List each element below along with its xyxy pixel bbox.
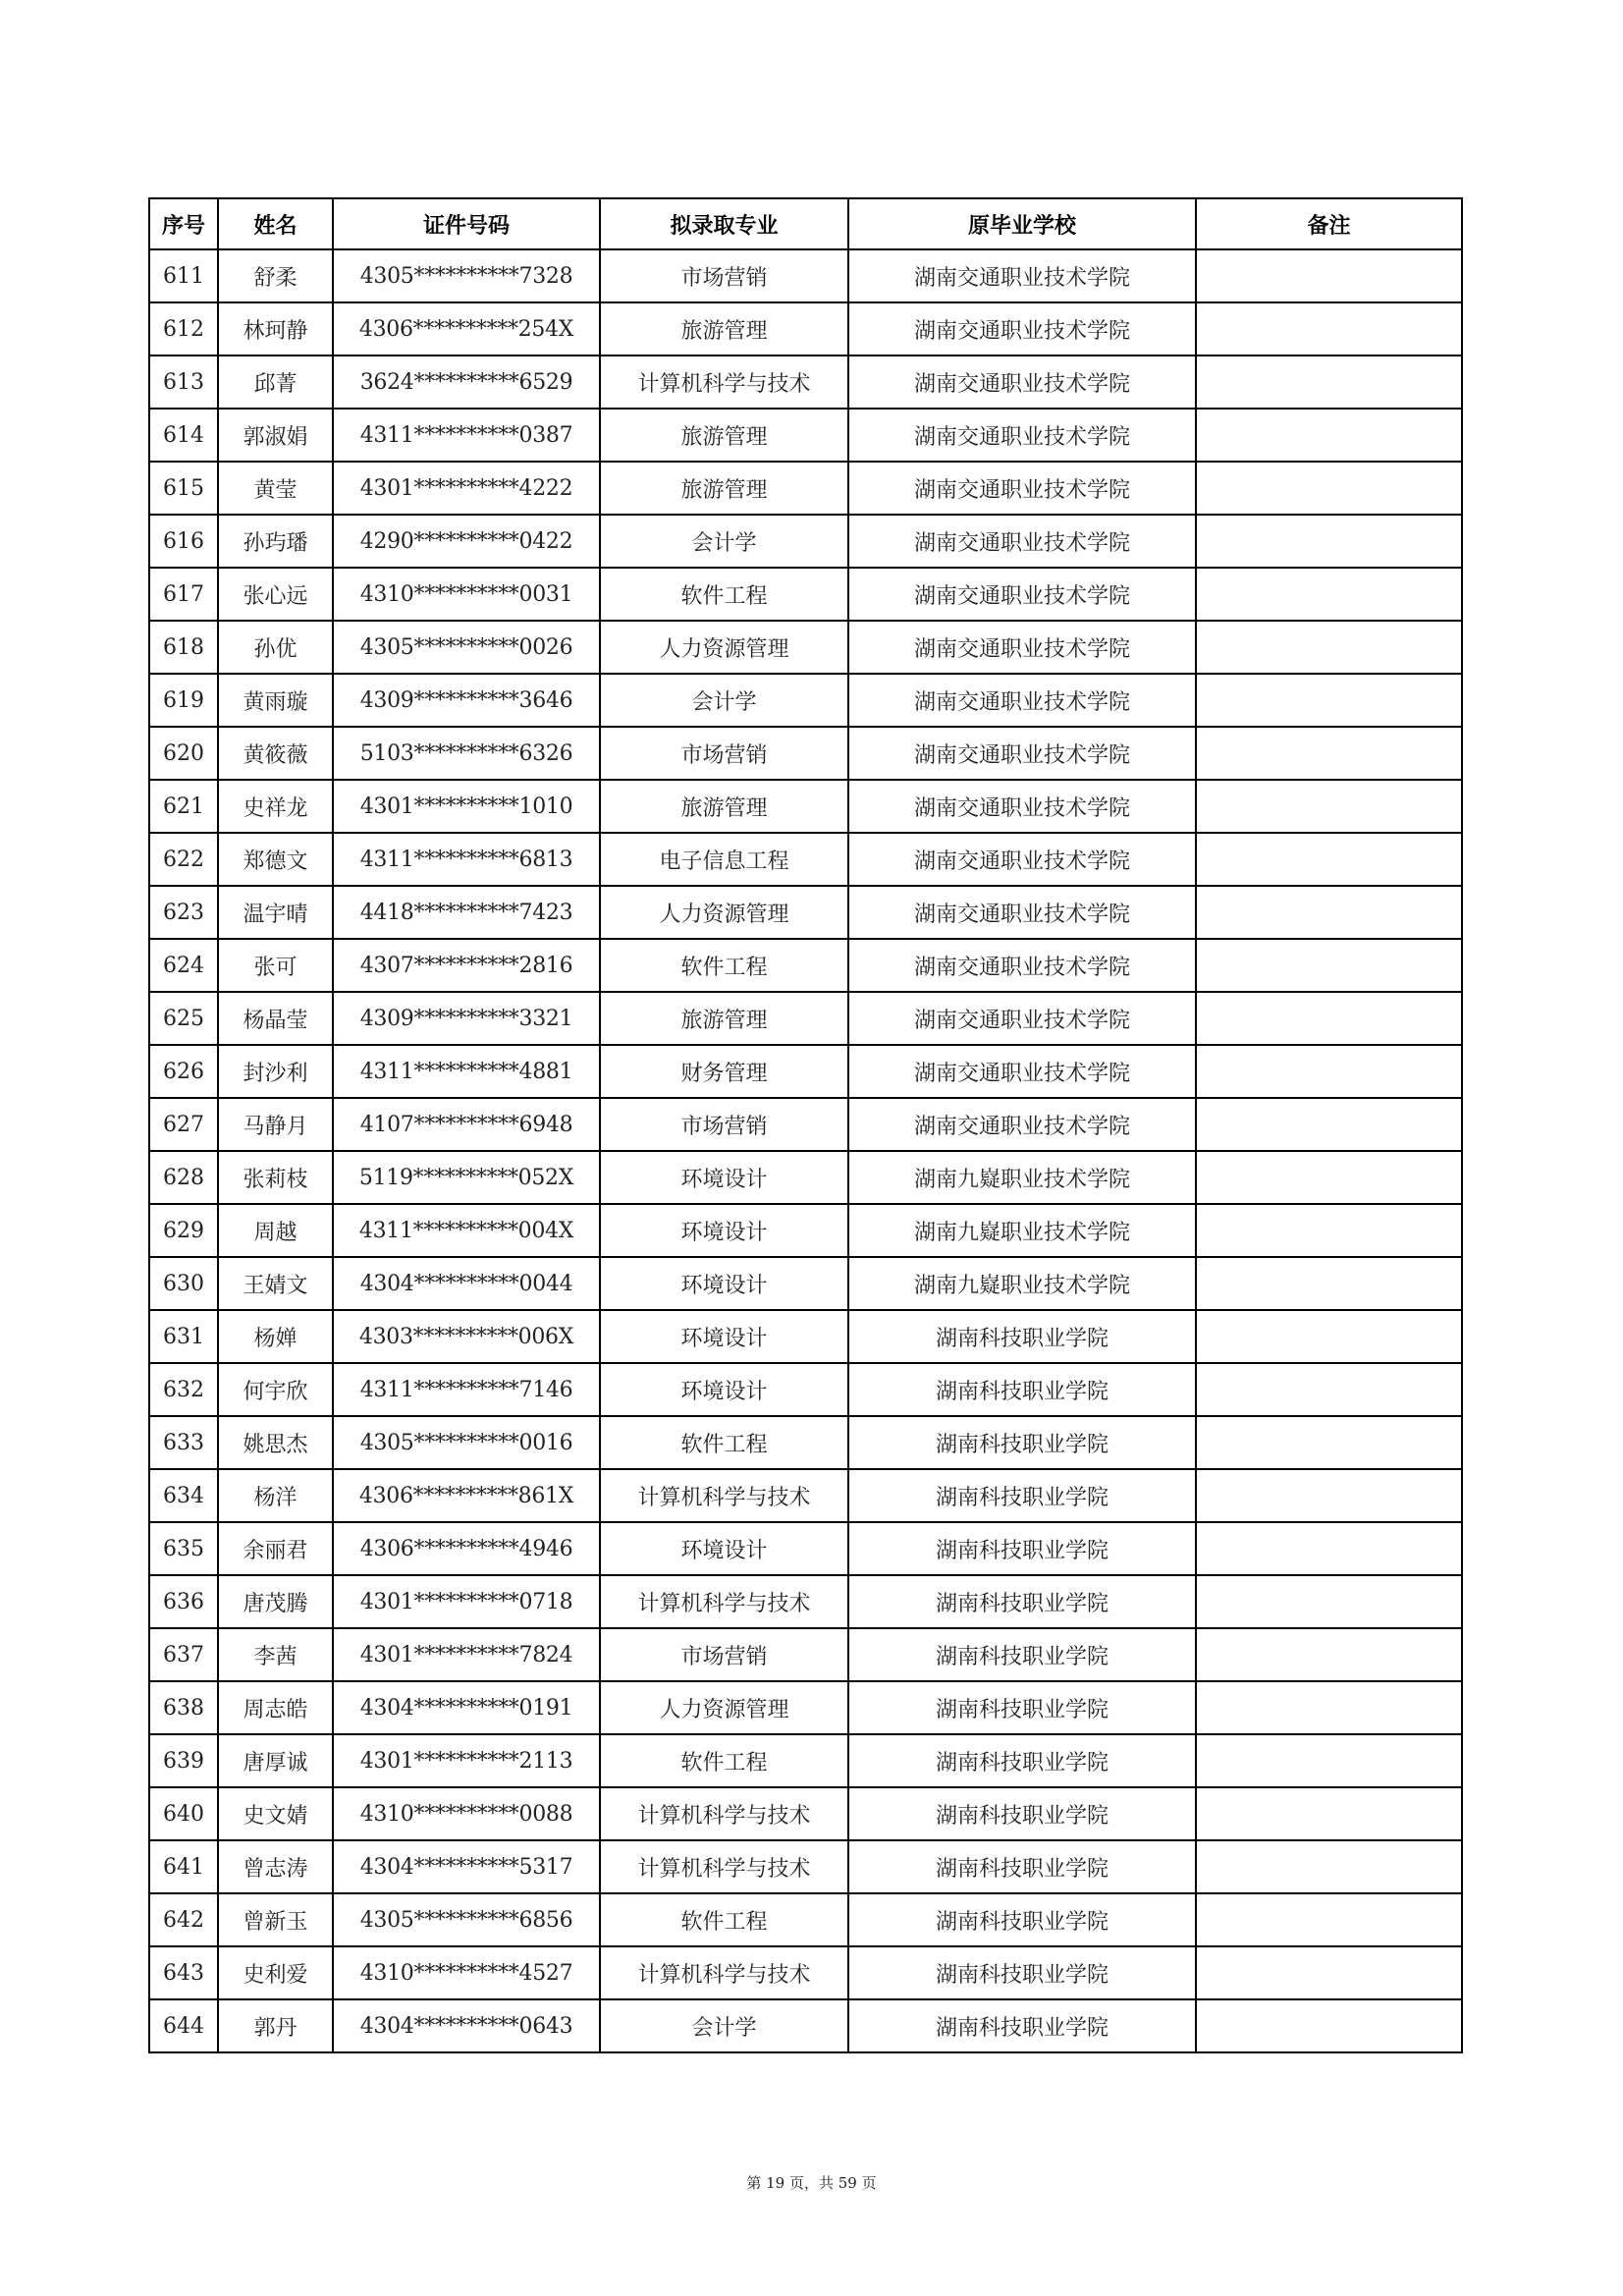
cell-seq: 627	[149, 1098, 218, 1151]
header-row	[149, 198, 1462, 249]
table-row	[149, 674, 1462, 727]
cell-note	[1196, 1363, 1462, 1416]
cell-seq: 644	[149, 1999, 218, 2052]
cell-school: 湖南交通职业技术学院	[848, 302, 1196, 355]
table-row	[149, 1522, 1462, 1575]
cell-id-number: 4305**********0016	[333, 1416, 600, 1469]
cell-name: 黄雨璇	[218, 674, 333, 727]
cell-school: 湖南交通职业技术学院	[848, 886, 1196, 939]
cell-id-number: 4310**********0088	[333, 1787, 600, 1840]
cell-school: 湖南科技职业学院	[848, 1840, 1196, 1893]
cell-id-number: 4310**********4527	[333, 1946, 600, 1999]
cell-id-number: 4107**********6948	[333, 1098, 600, 1151]
cell-seq: 617	[149, 568, 218, 621]
cell-name: 孙玙璠	[218, 515, 333, 568]
cell-seq: 630	[149, 1257, 218, 1310]
cell-name: 黄莹	[218, 462, 333, 515]
cell-note	[1196, 1469, 1462, 1522]
cell-note	[1196, 1999, 1462, 2052]
cell-note	[1196, 1840, 1462, 1893]
header-note: 备注	[1196, 198, 1462, 249]
cell-major: 环境设计	[600, 1363, 848, 1416]
cell-seq: 619	[149, 674, 218, 727]
table-row	[149, 1045, 1462, 1098]
cell-note	[1196, 1628, 1462, 1681]
table-row	[149, 780, 1462, 833]
cell-note	[1196, 674, 1462, 727]
cell-note	[1196, 515, 1462, 568]
cell-name: 姚思杰	[218, 1416, 333, 1469]
cell-name: 黄筱薇	[218, 727, 333, 780]
cell-note	[1196, 1204, 1462, 1257]
cell-school: 湖南交通职业技术学院	[848, 1045, 1196, 1098]
table-row	[149, 1999, 1462, 2052]
cell-id-number: 4306**********861X	[333, 1469, 600, 1522]
cell-note	[1196, 939, 1462, 992]
cell-name: 郑德文	[218, 833, 333, 886]
cell-note	[1196, 1522, 1462, 1575]
cell-major: 市场营销	[600, 249, 848, 302]
cell-id-number: 4304**********0643	[333, 1999, 600, 2052]
table-row	[149, 1363, 1462, 1416]
cell-name: 余丽君	[218, 1522, 333, 1575]
cell-name: 杨晶莹	[218, 992, 333, 1045]
cell-id-number: 4306**********4946	[333, 1522, 600, 1575]
cell-name: 杨婵	[218, 1310, 333, 1363]
table-row	[149, 1840, 1462, 1893]
cell-seq: 640	[149, 1787, 218, 1840]
cell-school: 湖南交通职业技术学院	[848, 249, 1196, 302]
cell-name: 何宇欣	[218, 1363, 333, 1416]
table-row	[149, 302, 1462, 355]
cell-id-number: 4301**********7824	[333, 1628, 600, 1681]
cell-name: 周志皓	[218, 1681, 333, 1734]
cell-note	[1196, 568, 1462, 621]
cell-seq: 631	[149, 1310, 218, 1363]
table-row	[149, 568, 1462, 621]
cell-id-number: 4301**********4222	[333, 462, 600, 515]
header-id-number: 证件号码	[333, 198, 600, 249]
cell-id-number: 4303**********006X	[333, 1310, 600, 1363]
cell-id-number: 4301**********1010	[333, 780, 600, 833]
cell-note	[1196, 1946, 1462, 1999]
cell-major: 计算机科学与技术	[600, 1840, 848, 1893]
header-name: 姓名	[218, 198, 333, 249]
cell-seq: 634	[149, 1469, 218, 1522]
cell-name: 王婧文	[218, 1257, 333, 1310]
table-row	[149, 1098, 1462, 1151]
cell-seq: 616	[149, 515, 218, 568]
cell-school: 湖南交通职业技术学院	[848, 674, 1196, 727]
cell-id-number: 5119**********052X	[333, 1151, 600, 1204]
cell-note	[1196, 833, 1462, 886]
cell-id-number: 4304**********5317	[333, 1840, 600, 1893]
page-number: 第 19 页，共 59 页	[746, 2174, 877, 2192]
table-row	[149, 1681, 1462, 1734]
cell-id-number: 4418**********7423	[333, 886, 600, 939]
cell-seq: 638	[149, 1681, 218, 1734]
cell-id-number: 4304**********0191	[333, 1681, 600, 1734]
cell-school: 湖南交通职业技术学院	[848, 833, 1196, 886]
cell-major: 电子信息工程	[600, 833, 848, 886]
table-row	[149, 1628, 1462, 1681]
cell-seq: 622	[149, 833, 218, 886]
cell-note	[1196, 302, 1462, 355]
table-row	[149, 1310, 1462, 1363]
cell-major: 软件工程	[600, 1416, 848, 1469]
cell-id-number: 4310**********0031	[333, 568, 600, 621]
cell-school: 湖南科技职业学院	[848, 1999, 1196, 2052]
table-row	[149, 1734, 1462, 1787]
table-row	[149, 1151, 1462, 1204]
table-body	[149, 249, 1462, 2052]
cell-major: 旅游管理	[600, 409, 848, 462]
cell-name: 史祥龙	[218, 780, 333, 833]
header-major: 拟录取专业	[600, 198, 848, 249]
cell-major: 软件工程	[600, 1893, 848, 1946]
cell-note	[1196, 249, 1462, 302]
admission-table	[148, 197, 1463, 2053]
table-row	[149, 515, 1462, 568]
cell-school: 湖南交通职业技术学院	[848, 568, 1196, 621]
cell-major: 人力资源管理	[600, 1681, 848, 1734]
cell-id-number: 4307**********2816	[333, 939, 600, 992]
cell-seq: 613	[149, 355, 218, 409]
table-row	[149, 1787, 1462, 1840]
cell-major: 旅游管理	[600, 462, 848, 515]
cell-seq: 624	[149, 939, 218, 992]
cell-major: 市场营销	[600, 1628, 848, 1681]
cell-major: 环境设计	[600, 1204, 848, 1257]
cell-major: 旅游管理	[600, 992, 848, 1045]
table-row	[149, 409, 1462, 462]
cell-id-number: 4309**********3321	[333, 992, 600, 1045]
table-row	[149, 249, 1462, 302]
cell-school: 湖南科技职业学院	[848, 1575, 1196, 1628]
cell-note	[1196, 1098, 1462, 1151]
cell-school: 湖南科技职业学院	[848, 1787, 1196, 1840]
cell-seq: 641	[149, 1840, 218, 1893]
cell-note	[1196, 1045, 1462, 1098]
cell-name: 张心远	[218, 568, 333, 621]
cell-seq: 642	[149, 1893, 218, 1946]
cell-name: 郭淑娟	[218, 409, 333, 462]
cell-major: 软件工程	[600, 939, 848, 992]
cell-seq: 623	[149, 886, 218, 939]
cell-name: 周越	[218, 1204, 333, 1257]
table-row	[149, 1416, 1462, 1469]
cell-name: 史文婧	[218, 1787, 333, 1840]
cell-note	[1196, 1681, 1462, 1734]
cell-seq: 639	[149, 1734, 218, 1787]
cell-id-number: 4309**********3646	[333, 674, 600, 727]
cell-name: 张可	[218, 939, 333, 992]
table-row	[149, 886, 1462, 939]
table-row	[149, 727, 1462, 780]
cell-major: 计算机科学与技术	[600, 355, 848, 409]
header-seq: 序号	[149, 198, 218, 249]
table-row	[149, 1575, 1462, 1628]
cell-school: 湖南交通职业技术学院	[848, 355, 1196, 409]
cell-name: 曾志涛	[218, 1840, 333, 1893]
cell-seq: 633	[149, 1416, 218, 1469]
cell-note	[1196, 780, 1462, 833]
cell-major: 软件工程	[600, 1734, 848, 1787]
cell-id-number: 4311**********6813	[333, 833, 600, 886]
cell-name: 温宇晴	[218, 886, 333, 939]
cell-school: 湖南九嶷职业技术学院	[848, 1204, 1196, 1257]
table-row	[149, 621, 1462, 674]
cell-seq: 620	[149, 727, 218, 780]
cell-seq: 618	[149, 621, 218, 674]
cell-id-number: 3624**********6529	[333, 355, 600, 409]
table-row	[149, 1893, 1462, 1946]
table-row	[149, 1946, 1462, 1999]
cell-school: 湖南交通职业技术学院	[848, 992, 1196, 1045]
cell-id-number: 4305**********7328	[333, 249, 600, 302]
cell-note	[1196, 1787, 1462, 1840]
cell-school: 湖南交通职业技术学院	[848, 780, 1196, 833]
cell-major: 会计学	[600, 674, 848, 727]
cell-major: 会计学	[600, 1999, 848, 2052]
cell-school: 湖南九嶷职业技术学院	[848, 1151, 1196, 1204]
cell-major: 计算机科学与技术	[600, 1787, 848, 1840]
cell-school: 湖南科技职业学院	[848, 1310, 1196, 1363]
cell-seq: 643	[149, 1946, 218, 1999]
table-row	[149, 1469, 1462, 1522]
cell-school: 湖南交通职业技术学院	[848, 515, 1196, 568]
cell-id-number: 4311**********0387	[333, 409, 600, 462]
cell-name: 舒柔	[218, 249, 333, 302]
cell-major: 财务管理	[600, 1045, 848, 1098]
cell-seq: 632	[149, 1363, 218, 1416]
cell-major: 会计学	[600, 515, 848, 568]
table-row	[149, 833, 1462, 886]
cell-school: 湖南交通职业技术学院	[848, 939, 1196, 992]
header-school: 原毕业学校	[848, 198, 1196, 249]
cell-seq: 611	[149, 249, 218, 302]
cell-id-number: 4305**********0026	[333, 621, 600, 674]
cell-school: 湖南科技职业学院	[848, 1522, 1196, 1575]
cell-id-number: 4305**********6856	[333, 1893, 600, 1946]
cell-id-number: 4304**********0044	[333, 1257, 600, 1310]
cell-major: 旅游管理	[600, 780, 848, 833]
table-header	[149, 198, 1462, 249]
cell-school: 湖南科技职业学院	[848, 1469, 1196, 1522]
cell-id-number: 4311**********4881	[333, 1045, 600, 1098]
cell-name: 史利爱	[218, 1946, 333, 1999]
cell-major: 环境设计	[600, 1257, 848, 1310]
cell-school: 湖南科技职业学院	[848, 1946, 1196, 1999]
table-row	[149, 1204, 1462, 1257]
cell-note	[1196, 727, 1462, 780]
cell-note	[1196, 409, 1462, 462]
cell-note	[1196, 1734, 1462, 1787]
cell-major: 环境设计	[600, 1310, 848, 1363]
cell-seq: 635	[149, 1522, 218, 1575]
cell-major: 计算机科学与技术	[600, 1469, 848, 1522]
cell-school: 湖南交通职业技术学院	[848, 621, 1196, 674]
cell-seq: 621	[149, 780, 218, 833]
cell-major: 市场营销	[600, 1098, 848, 1151]
cell-name: 邱菁	[218, 355, 333, 409]
cell-school: 湖南九嶷职业技术学院	[848, 1257, 1196, 1310]
cell-school: 湖南交通职业技术学院	[848, 409, 1196, 462]
cell-school: 湖南科技职业学院	[848, 1416, 1196, 1469]
cell-note	[1196, 992, 1462, 1045]
cell-id-number: 5103**********6326	[333, 727, 600, 780]
cell-name: 林珂静	[218, 302, 333, 355]
cell-major: 计算机科学与技术	[600, 1575, 848, 1628]
cell-note	[1196, 355, 1462, 409]
cell-note	[1196, 462, 1462, 515]
cell-school: 湖南科技职业学院	[848, 1893, 1196, 1946]
cell-name: 孙优	[218, 621, 333, 674]
cell-note	[1196, 1257, 1462, 1310]
cell-major: 人力资源管理	[600, 886, 848, 939]
cell-name: 唐厚诚	[218, 1734, 333, 1787]
cell-seq: 629	[149, 1204, 218, 1257]
cell-id-number: 4311**********7146	[333, 1363, 600, 1416]
cell-school: 湖南交通职业技术学院	[848, 727, 1196, 780]
cell-id-number: 4311**********004X	[333, 1204, 600, 1257]
cell-seq: 626	[149, 1045, 218, 1098]
cell-school: 湖南科技职业学院	[848, 1628, 1196, 1681]
cell-name: 张莉枝	[218, 1151, 333, 1204]
cell-major: 人力资源管理	[600, 621, 848, 674]
cell-seq: 636	[149, 1575, 218, 1628]
cell-name: 李茜	[218, 1628, 333, 1681]
cell-id-number: 4301**********0718	[333, 1575, 600, 1628]
cell-id-number: 4290**********0422	[333, 515, 600, 568]
cell-name: 唐茂腾	[218, 1575, 333, 1628]
cell-school: 湖南交通职业技术学院	[848, 1098, 1196, 1151]
cell-name: 马静月	[218, 1098, 333, 1151]
cell-note	[1196, 1416, 1462, 1469]
cell-seq: 637	[149, 1628, 218, 1681]
table-row	[149, 462, 1462, 515]
cell-seq: 612	[149, 302, 218, 355]
table-row	[149, 992, 1462, 1045]
table-row	[149, 1257, 1462, 1310]
cell-major: 市场营销	[600, 727, 848, 780]
cell-major: 环境设计	[600, 1151, 848, 1204]
cell-id-number: 4301**********2113	[333, 1734, 600, 1787]
cell-seq: 614	[149, 409, 218, 462]
cell-school: 湖南科技职业学院	[848, 1363, 1196, 1416]
cell-note	[1196, 1575, 1462, 1628]
cell-major: 计算机科学与技术	[600, 1946, 848, 1999]
cell-name: 杨洋	[218, 1469, 333, 1522]
cell-name: 封沙利	[218, 1045, 333, 1098]
cell-major: 旅游管理	[600, 302, 848, 355]
cell-seq: 628	[149, 1151, 218, 1204]
table-row	[149, 939, 1462, 992]
cell-note	[1196, 1151, 1462, 1204]
cell-name: 郭丹	[218, 1999, 333, 2052]
cell-major: 环境设计	[600, 1522, 848, 1575]
cell-note	[1196, 1893, 1462, 1946]
cell-seq: 615	[149, 462, 218, 515]
cell-note	[1196, 1310, 1462, 1363]
table-row	[149, 355, 1462, 409]
cell-note	[1196, 621, 1462, 674]
cell-school: 湖南交通职业技术学院	[848, 462, 1196, 515]
cell-note	[1196, 886, 1462, 939]
cell-major: 软件工程	[600, 568, 848, 621]
cell-school: 湖南科技职业学院	[848, 1681, 1196, 1734]
cell-name: 曾新玉	[218, 1893, 333, 1946]
cell-id-number: 4306**********254X	[333, 302, 600, 355]
cell-school: 湖南科技职业学院	[848, 1734, 1196, 1787]
cell-seq: 625	[149, 992, 218, 1045]
